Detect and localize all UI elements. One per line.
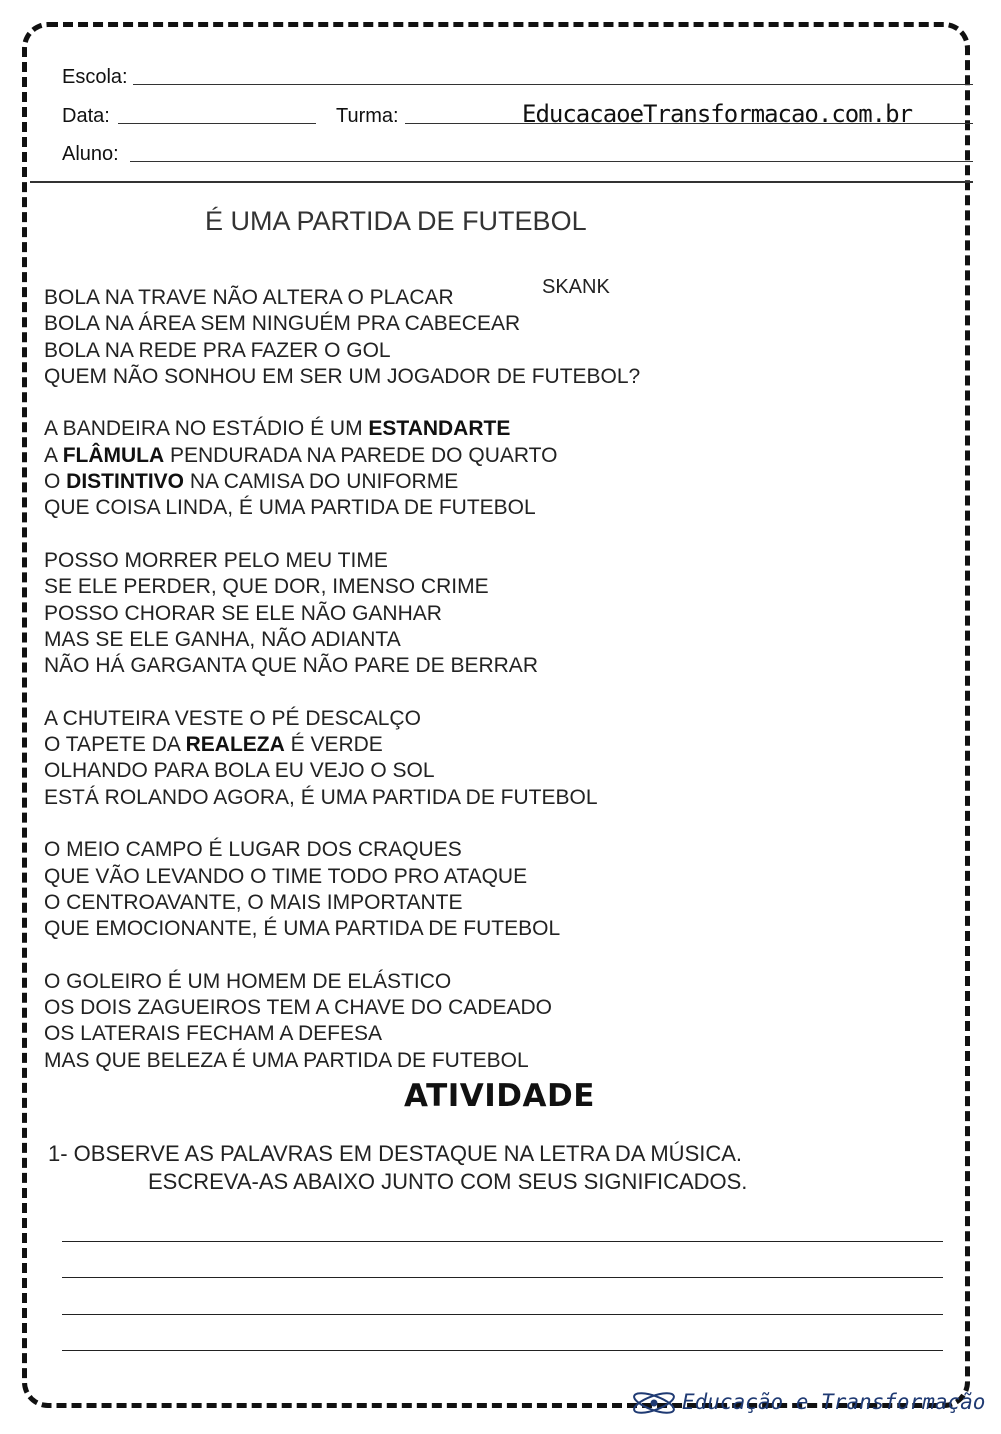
lyrics-line (44, 706, 744, 732)
escola-line (133, 84, 973, 85)
lyrics-text: OLHANDO PARA BOLA EU VEJO O SOL (44, 759, 435, 783)
lyrics-line (44, 969, 744, 995)
lyrics-text: QUE COISA LINDA, É UMA PARTIDA DE FUTEBOL (44, 496, 536, 520)
lyrics-stanza (44, 706, 744, 811)
lyrics-line (44, 416, 744, 442)
lyrics-line (44, 627, 744, 653)
lyrics-line (44, 1021, 744, 1047)
lyrics-stanza (44, 969, 744, 1074)
lyrics-text: NA CAMISA DO UNIFORME (184, 470, 459, 494)
highlighted-word: FLÂMULA (62, 443, 165, 467)
aluno-line (130, 161, 973, 162)
lyrics-line (44, 469, 744, 495)
lyrics-text: QUEM NÃO SONHOU EM SER UM JOGADOR DE FUTEBOL? (44, 364, 641, 388)
song-lyrics (44, 285, 744, 1100)
lyrics-text: QUE EMOCIONANTE, É UMA PARTIDA DE FUTEBOL (44, 917, 561, 941)
lyrics-text: MAS SE ELE GANHA, NÃO ADIANTA (44, 627, 401, 651)
lyrics-text: POSSO MORRER PELO MEU TIME (44, 548, 388, 572)
highlighted-word: ESTANDARTE (368, 417, 511, 441)
lyrics-line (44, 653, 744, 679)
lyrics-text: OS LATERAIS FECHAM A DEFESA (44, 1022, 383, 1046)
lyrics-text: É VERDE (284, 733, 383, 757)
lyrics-text: BOLA NA ÁREA SEM NINGUÉM PRA CABECEAR (44, 312, 521, 336)
lyrics-line (44, 338, 744, 364)
lyrics-text: ESTÁ ROLANDO AGORA, É UMA PARTIDA DE FUTEBOL (44, 785, 598, 809)
lyrics-line (44, 601, 744, 627)
lyrics-stanza (44, 837, 744, 942)
lyrics-stanza (44, 548, 744, 679)
lyrics-text: POSSO CHORAR SE ELE NÃO GANHAR (44, 601, 442, 625)
lyrics-line (44, 732, 744, 758)
website-watermark: EducacaoeTransformacao.com.br (522, 100, 913, 128)
lyrics-line (44, 311, 744, 337)
lyrics-text: O (44, 470, 67, 494)
turma-label: Turma: (336, 105, 399, 127)
lyrics-line (44, 443, 744, 469)
lyrics-line (44, 785, 744, 811)
lyrics-text: MAS QUE BELEZA É UMA PARTIDA DE FUTEBOL (44, 1048, 529, 1072)
lyrics-text: PENDURADA NA PAREDE DO QUARTO (164, 443, 558, 467)
lyrics-line (44, 864, 744, 890)
lyrics-stanza (44, 285, 744, 390)
lyrics-line (44, 495, 744, 521)
lyrics-text: SE ELE PERDER, QUE DOR, IMENSO CRIME (44, 575, 489, 599)
lyrics-line (44, 548, 744, 574)
lyrics-text: A BANDEIRA NO ESTÁDIO É UM (44, 417, 369, 441)
lyrics-line (44, 890, 744, 916)
lyrics-line (44, 916, 744, 942)
lyrics-text: A CHUTEIRA VESTE O PÉ DESCALÇO (44, 706, 421, 730)
highlighted-word: REALEZA (185, 733, 285, 757)
lyrics-text: O CENTROAVANTE, O MAIS IMPORTANTE (44, 890, 463, 914)
lyrics-line (44, 285, 744, 311)
question-1-line-1: 1- OBSERVE AS PALAVRAS EM DESTAQUE NA LETRA DA MÚSICA. (48, 1141, 743, 1166)
atom-orbit-icon (630, 1386, 678, 1420)
aluno-label: Aluno: (62, 143, 119, 165)
lyrics-line (44, 574, 744, 600)
lyrics-line (44, 364, 744, 390)
lyrics-text: OS DOIS ZAGUEIROS TEM A CHAVE DO CADEADO (44, 996, 552, 1020)
data-label: Data: (62, 105, 110, 127)
lyrics-text: NÃO HÁ GARGANTA QUE NÃO PARE DE BERRAR (44, 654, 538, 678)
lyrics-line (44, 758, 744, 784)
header-separator (30, 181, 973, 183)
lyrics-stanza (44, 416, 744, 521)
answer-line[interactable] (62, 1277, 943, 1278)
answer-line[interactable] (62, 1241, 943, 1242)
question-1-line-2: ESCREVA-AS ABAIXO JUNTO COM SEUS SIGNIFICADOS. (148, 1169, 748, 1194)
lyrics-text: BOLA NA REDE PRA FAZER O GOL (44, 338, 391, 362)
lyrics-text: BOLA NA TRAVE NÃO ALTERA O PLACAR (44, 286, 454, 309)
data-line (118, 123, 316, 124)
lyrics-text: A (44, 443, 63, 467)
activity-title: ATIVIDADE (404, 1078, 595, 1114)
answer-line[interactable] (62, 1350, 943, 1351)
lyrics-line (44, 1048, 744, 1074)
footer-brand: Educação e Transformação (682, 1390, 986, 1414)
answer-line[interactable] (62, 1314, 943, 1315)
song-artist: SKANK (542, 276, 610, 298)
lyrics-line (44, 995, 744, 1021)
lyrics-text: QUE VÃO LEVANDO O TIME TODO PRO ATAQUE (44, 864, 528, 888)
lyrics-text: O GOLEIRO É UM HOMEM DE ELÁSTICO (44, 969, 452, 993)
lyrics-line (44, 837, 744, 863)
song-title: É UMA PARTIDA DE FUTEBOL (205, 206, 587, 236)
lyrics-text: O TAPETE DA (44, 733, 186, 757)
lyrics-text: O MEIO CAMPO É LUGAR DOS CRAQUES (44, 838, 462, 862)
escola-label: Escola: (62, 66, 128, 88)
highlighted-word: DISTINTIVO (66, 470, 185, 494)
